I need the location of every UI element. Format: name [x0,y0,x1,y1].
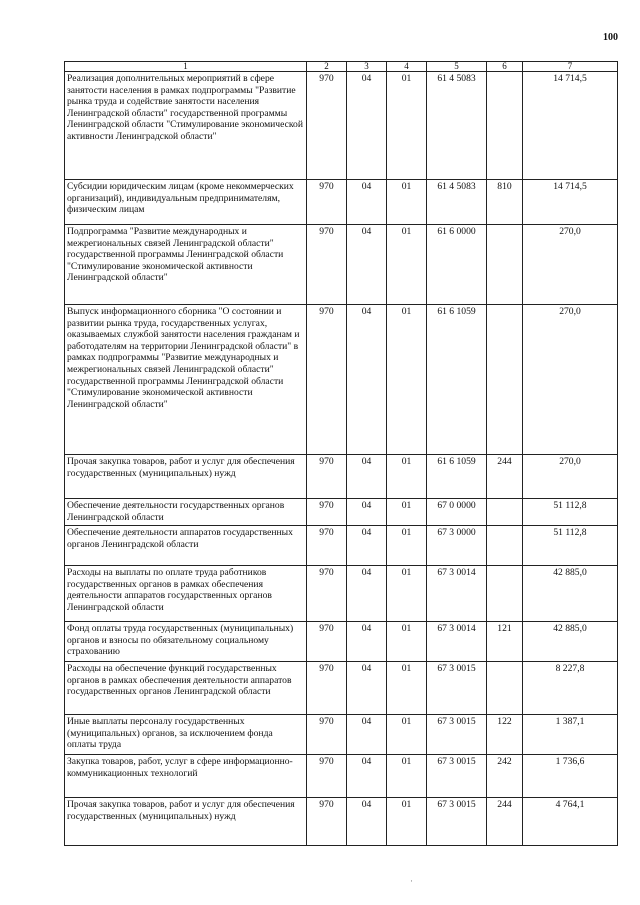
row-description: Расходы на обеспечение функций государственных органов в рамках обеспечения деятельности аппаратов государственных органов Ленинградской области [65,662,307,715]
row-code-csr: 67 0 0000 [427,499,487,526]
row-code-gr: 970 [307,662,347,715]
table-row [65,622,618,662]
row-code-pr: 01 [387,715,427,755]
row-code-vr [487,499,523,526]
row-code-csr: 67 3 0014 [427,566,487,622]
row-code-csr: 67 3 0014 [427,622,487,662]
row-code-csr: 61 4 5083 [427,72,487,180]
row-code-vr: 244 [487,455,523,499]
row-code-rz: 04 [347,526,387,566]
row-code-vr [487,566,523,622]
row-code-vr: 121 [487,622,523,662]
column-header: 6 [487,62,523,72]
row-code-rz: 04 [347,662,387,715]
row-code-gr: 970 [307,566,347,622]
row-code-csr: 61 6 0000 [427,225,487,305]
row-sum: 1 736,6 [523,755,618,798]
row-sum: 14 714,5 [523,72,618,180]
row-code-pr: 01 [387,180,427,225]
row-sum: 42 885,0 [523,566,618,622]
row-sum: 8 227,8 [523,662,618,715]
row-code-pr: 01 [387,225,427,305]
row-code-gr: 970 [307,715,347,755]
row-description: Реализация дополнительных мероприятий в сфере занятости населения в рамках подпрограммы "Развитие рынка труда и содействие занятости населения Ленинградской области" государственной программы Ленинградской области "Стимулирование экономической активности Ленинградской области" [65,72,307,180]
row-code-pr: 01 [387,305,427,455]
row-code-gr: 970 [307,622,347,662]
row-code-rz: 04 [347,566,387,622]
row-code-gr: 970 [307,499,347,526]
row-code-rz: 04 [347,755,387,798]
row-description: Подпрограмма "Развитие международных и межрегиональных связей Ленинградской области" государственной программы Ленинградской области "Стимулирование экономической активности Ленинградской области" [65,225,307,305]
table-row [65,662,618,715]
row-code-gr: 970 [307,455,347,499]
column-header: 1 [65,62,307,72]
row-code-pr: 01 [387,455,427,499]
row-code-gr: 970 [307,180,347,225]
row-code-gr: 970 [307,305,347,455]
row-description: Прочая закупка товаров, работ и услуг для обеспечения государственных (муниципальных) нужд [65,455,307,499]
table-row [65,305,618,455]
row-code-rz: 04 [347,499,387,526]
table-row [65,180,618,225]
row-code-vr: 122 [487,715,523,755]
row-code-pr: 01 [387,755,427,798]
row-sum: 51 112,8 [523,526,618,566]
row-code-gr: 970 [307,755,347,798]
row-code-gr: 970 [307,798,347,846]
row-description: Расходы на выплаты по оплате труда работников государственных органов в рамках обеспечения деятельности аппаратов государственных органов Ленинградской области [65,566,307,622]
row-code-vr: 810 [487,180,523,225]
row-code-gr: 970 [307,72,347,180]
table-row [65,755,618,798]
row-code-csr: 67 3 0000 [427,526,487,566]
row-sum: 270,0 [523,305,618,455]
row-code-pr: 01 [387,499,427,526]
scan-speck-icon: · [410,876,413,886]
row-code-pr: 01 [387,622,427,662]
row-description: Обеспечение деятельности государственных органов Ленинградской области [65,499,307,526]
row-sum: 1 387,1 [523,715,618,755]
table-row [65,526,618,566]
row-code-csr: 61 6 1059 [427,305,487,455]
column-header: 4 [387,62,427,72]
page-number: 100 [603,32,618,43]
row-code-csr: 67 3 0015 [427,798,487,846]
row-code-rz: 04 [347,72,387,180]
row-description: Фонд оплаты труда государственных (муниципальных) органов и взносы по обязательному социальному страхованию [65,622,307,662]
budget-table [64,61,618,846]
row-sum: 14 714,5 [523,180,618,225]
row-code-pr: 01 [387,566,427,622]
table-row [65,72,618,180]
row-sum: 270,0 [523,225,618,305]
table-row [65,715,618,755]
table-row [65,455,618,499]
row-code-rz: 04 [347,225,387,305]
row-description: Прочая закупка товаров, работ и услуг для обеспечения государственных (муниципальных) нужд [65,798,307,846]
row-code-vr [487,225,523,305]
row-code-rz: 04 [347,715,387,755]
column-header: 7 [523,62,618,72]
row-code-rz: 04 [347,305,387,455]
row-code-rz: 04 [347,798,387,846]
row-description: Субсидии юридическим лицам (кроме некоммерческих организаций), индивидуальным предпринимателям, физическим лицам [65,180,307,225]
row-code-gr: 970 [307,225,347,305]
table-row [65,225,618,305]
row-code-csr: 67 3 0015 [427,755,487,798]
row-description: Обеспечение деятельности аппаратов государственных органов Ленинградской области [65,526,307,566]
row-code-csr: 67 3 0015 [427,715,487,755]
table-row [65,566,618,622]
row-code-csr: 67 3 0015 [427,662,487,715]
table-row [65,499,618,526]
row-code-vr [487,662,523,715]
row-code-vr: 242 [487,755,523,798]
header-row [65,62,618,72]
column-header: 5 [427,62,487,72]
row-code-gr: 970 [307,526,347,566]
row-sum: 51 112,8 [523,499,618,526]
row-code-vr [487,305,523,455]
row-sum: 4 764,1 [523,798,618,846]
row-code-vr [487,72,523,180]
row-code-pr: 01 [387,526,427,566]
column-header: 3 [347,62,387,72]
row-code-rz: 04 [347,180,387,225]
row-description: Выпуск информационного сборника "О состоянии и развитии рынка труда, государственных услугах, оказываемых службой занятости населения гражданам и работодателям на территории Ленинградской области" в рамках подпрограммы "Развитие международных и межрегиональных связей Ленинградской области" государственной программы Ленинградской области "Стимулирование экономической активности Ленинградской области" [65,305,307,455]
row-code-csr: 61 4 5083 [427,180,487,225]
row-description: Иные выплаты персоналу государственных (муниципальных) органов, за исключением фонда оплаты труда [65,715,307,755]
column-header: 2 [307,62,347,72]
row-code-csr: 61 6 1059 [427,455,487,499]
row-code-pr: 01 [387,798,427,846]
row-code-pr: 01 [387,72,427,180]
table-row [65,798,618,846]
row-code-rz: 04 [347,455,387,499]
row-sum: 42 885,0 [523,622,618,662]
row-code-vr [487,526,523,566]
row-code-vr: 244 [487,798,523,846]
row-code-rz: 04 [347,622,387,662]
row-code-pr: 01 [387,662,427,715]
row-sum: 270,0 [523,455,618,499]
row-description: Закупка товаров, работ, услуг в сфере информационно-коммуникационных технологий [65,755,307,798]
